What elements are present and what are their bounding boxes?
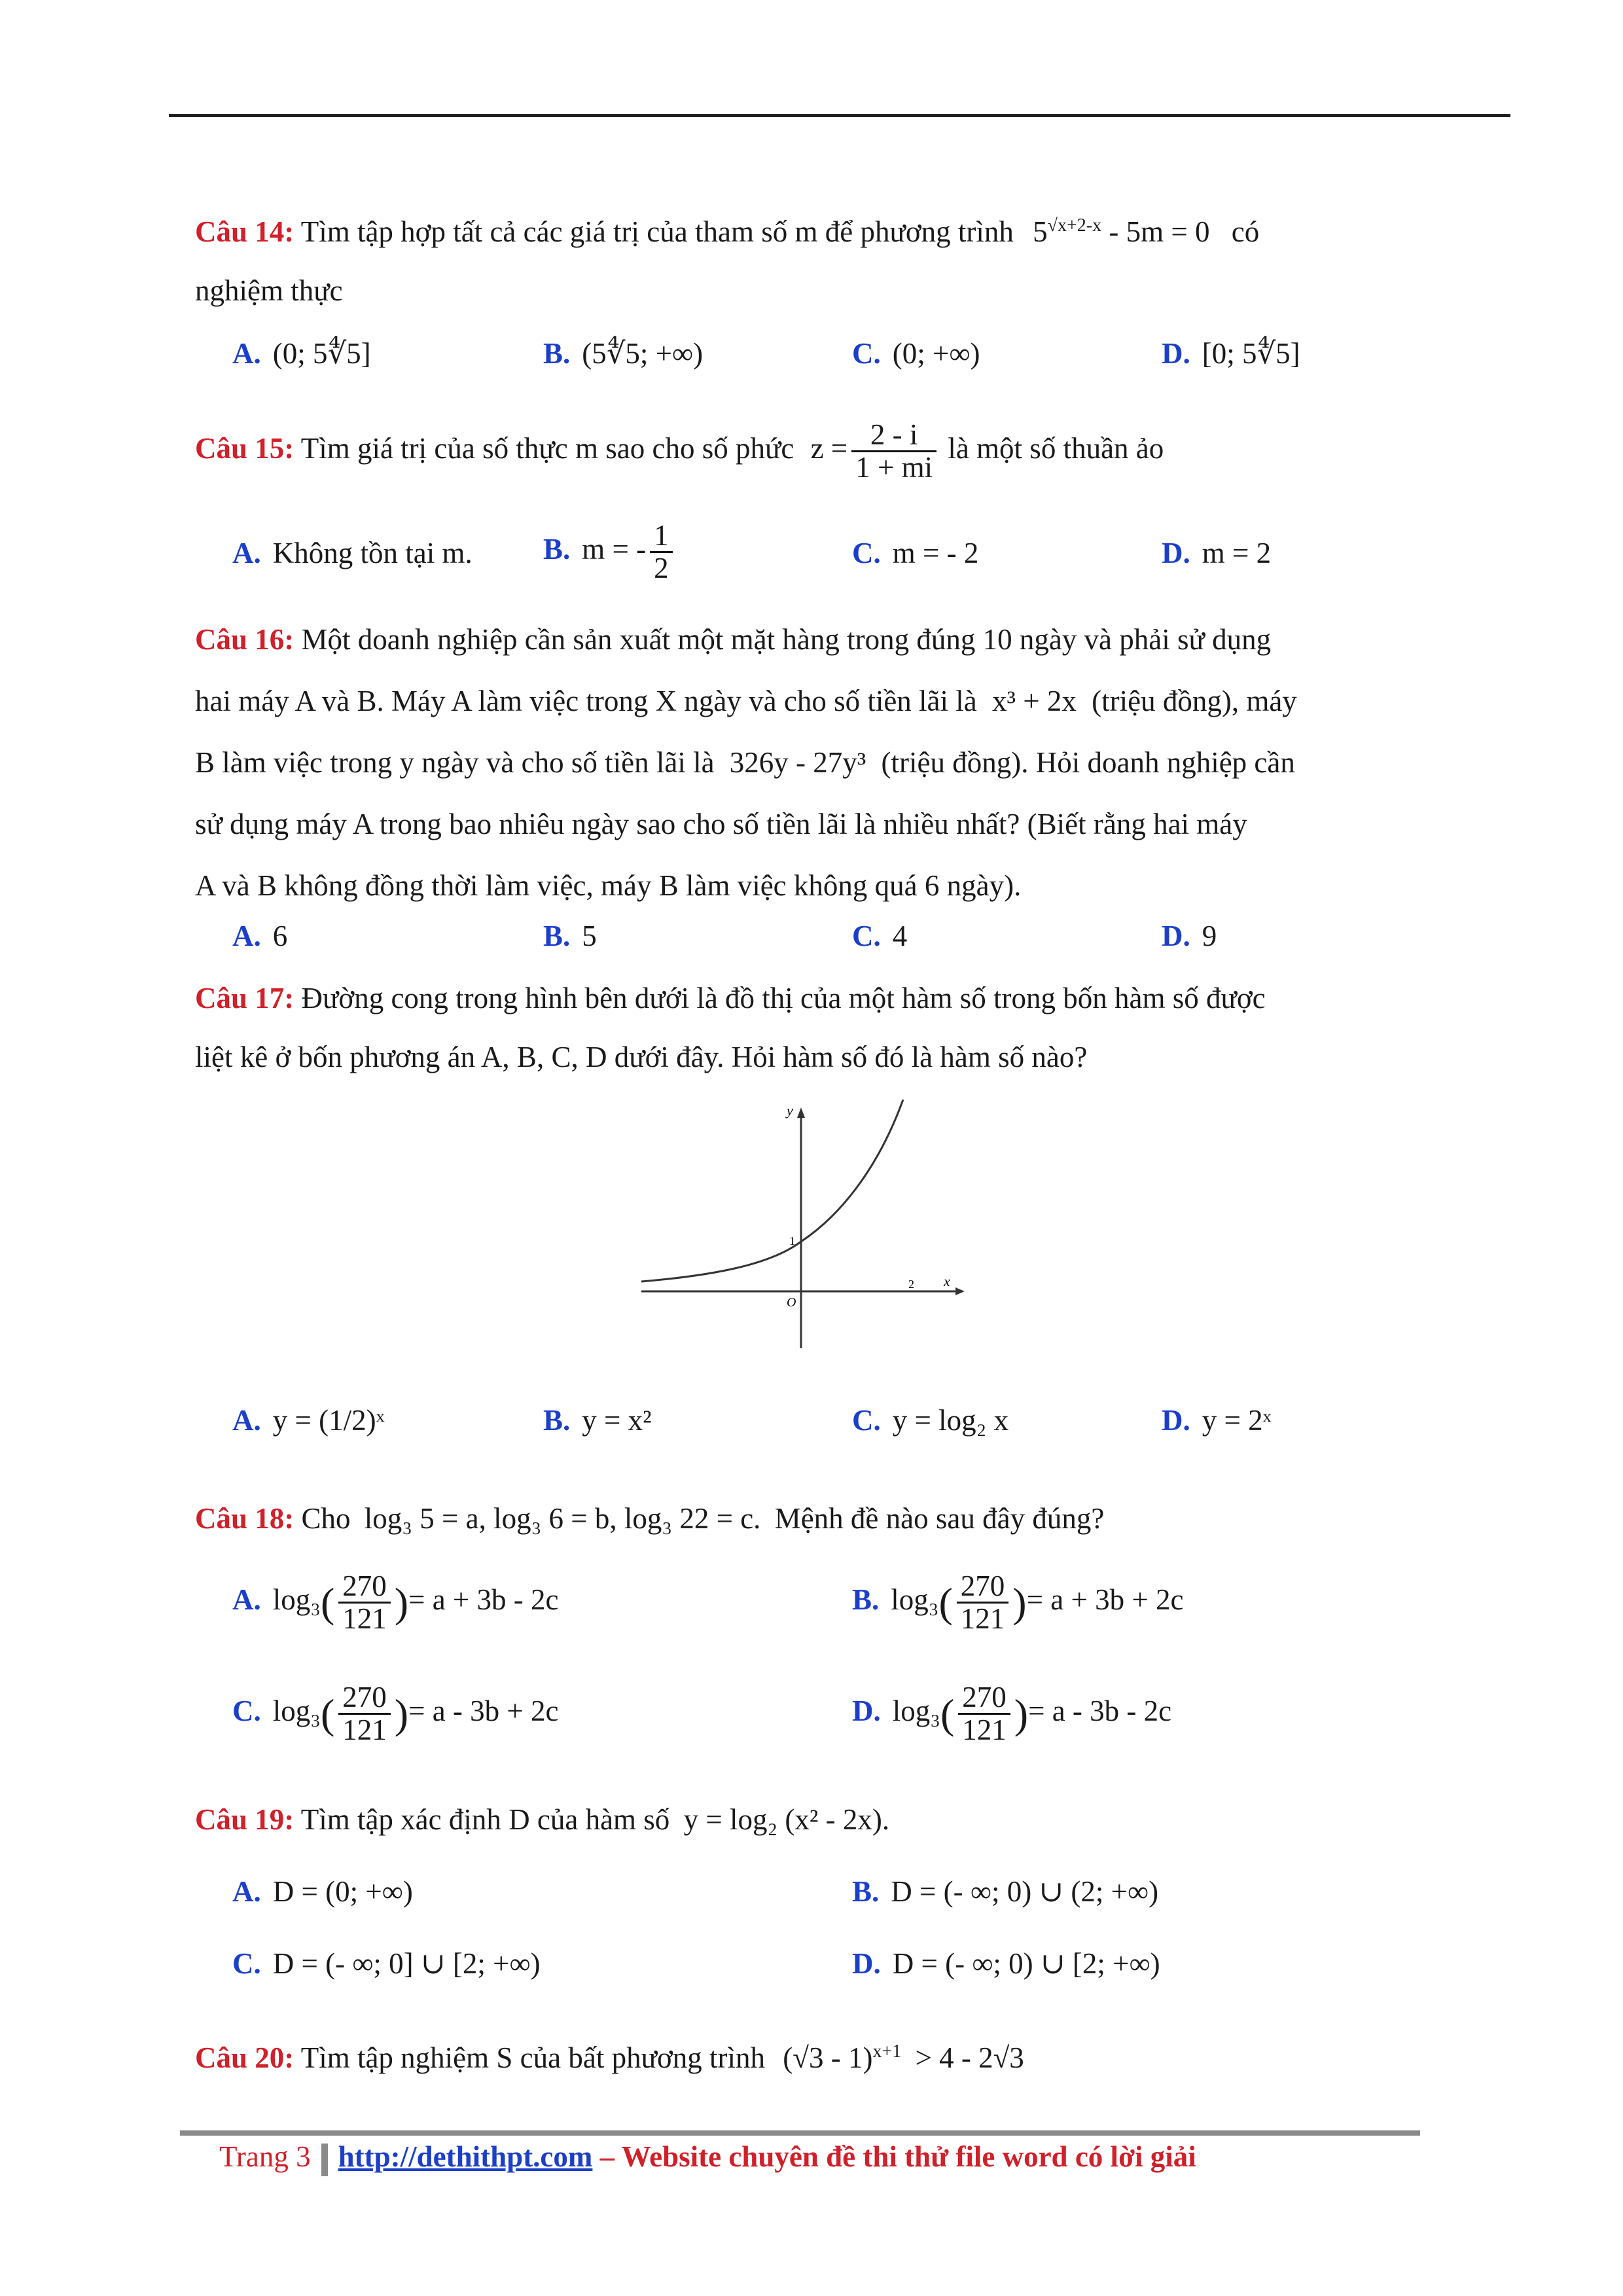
numerator: 270	[957, 1571, 1009, 1604]
option-d[interactable]	[1162, 331, 1300, 376]
page-footer	[219, 2137, 1196, 2176]
numerator: 270	[958, 1682, 1010, 1715]
option-value: (0; +∞)	[892, 337, 980, 370]
question-label: Câu 20:	[195, 2041, 294, 2074]
option-value: y = 2ˣ	[1202, 1404, 1272, 1437]
log-symbol: log₃	[272, 1583, 321, 1617]
question-label: Câu 16:	[195, 623, 294, 656]
line-2: liệt kê ở bốn phương án A, B, C, D dưới đây. Hỏi hàm số đó là hàm số nào?	[195, 1041, 1088, 1073]
inequality-rhs: > 4 - 2√3	[915, 2041, 1024, 2074]
option-value: m = -	[582, 533, 647, 566]
question-label: Câu 14:	[195, 215, 294, 248]
option-fraction	[650, 520, 673, 584]
question-text-tail: là một số thuần ảo	[948, 432, 1164, 465]
question-text: Tìm tập nghiệm S của bất phương trình	[300, 2041, 766, 2074]
paren-open: (	[320, 1579, 335, 1626]
option-d[interactable]	[1162, 530, 1271, 576]
x-label: x	[944, 1273, 950, 1289]
option-letter: D.	[1162, 1404, 1190, 1437]
question-18	[195, 1489, 1438, 1548]
paren-open: (	[938, 1579, 953, 1626]
option-b[interactable]	[543, 520, 677, 584]
option-letter: D.	[1162, 920, 1190, 952]
numerator: 270	[338, 1571, 391, 1604]
y-one-label: 1	[789, 1234, 795, 1247]
line-4: sử dụng máy A trong bao nhiêu ngày sao cho số tiền lãi là nhiều nhất? (Biết rằng hai máy	[195, 808, 1247, 840]
question-15	[195, 419, 1438, 483]
option-c[interactable]	[852, 913, 907, 959]
option-value: = a + 3b - 2c	[408, 1583, 559, 1617]
option-letter: C.	[852, 1404, 881, 1437]
option-b[interactable]	[852, 1571, 1183, 1635]
option-letter: A.	[232, 1583, 261, 1617]
log-symbol: log₃	[272, 1695, 321, 1728]
option-letter: C.	[232, 1947, 261, 1980]
z-numerator: 2 - i	[851, 420, 936, 452]
y-arrow-icon	[797, 1107, 805, 1118]
option-letter: C.	[852, 337, 881, 370]
option-d[interactable]	[1162, 1397, 1272, 1443]
question-16	[195, 609, 1438, 916]
z-label: z =	[810, 432, 848, 465]
header-rule	[169, 114, 1510, 117]
option-value: Không tồn tại m.	[272, 537, 473, 569]
question-text-line2: nghiệm thực	[195, 274, 343, 307]
option-letter: D.	[852, 1695, 881, 1728]
footer-tagline: – Website chuyên đề thi thử file word có lời giải	[592, 2140, 1196, 2173]
paren-close: )	[1012, 1579, 1027, 1626]
option-value: m = 2	[1202, 537, 1272, 569]
option-letter: A.	[232, 1875, 261, 1908]
inequality-exponent: x+1	[872, 2041, 902, 2062]
option-value: y = log₂ x	[892, 1404, 1009, 1437]
option-value: 6	[272, 920, 288, 952]
log-symbol: log₃	[892, 1695, 940, 1728]
option-value: D = (- ∞; 0) ∪ [2; +∞)	[892, 1947, 1160, 1980]
question-label: Câu 17:	[195, 982, 294, 1014]
question-label: Câu 19:	[195, 1803, 294, 1836]
option-value: 5	[582, 920, 597, 952]
question-text: Tìm tập xác định D của hàm số	[300, 1803, 670, 1836]
question-text: Cho	[301, 1502, 351, 1535]
option-letter: D.	[852, 1947, 881, 1980]
option-value: D = (- ∞; 0) ∪ (2; +∞)	[891, 1875, 1159, 1908]
paren-close: )	[394, 1690, 409, 1737]
line-2: hai máy A và B. Máy A làm việc trong X ngày và cho số tiền lãi là	[195, 685, 977, 717]
option-value: D = (0; +∞)	[272, 1875, 413, 1908]
eq-rest: - 5m = 0	[1109, 215, 1210, 248]
footer-divider	[321, 2144, 328, 2176]
page-number: Trang 3	[219, 2140, 311, 2173]
option-letter: A.	[232, 1404, 261, 1437]
option-a[interactable]	[232, 331, 371, 376]
paren-open: (	[320, 1690, 335, 1737]
option-value: 4	[892, 920, 908, 952]
given-logs: log₃ 5 = a, log₃ 6 = b, log₃ 22 = c.	[364, 1502, 761, 1535]
question-text: Tìm giá trị của số thực m sao cho số phức	[300, 432, 794, 465]
option-c[interactable]	[232, 1682, 559, 1746]
option-value: [0; 5∜5]	[1202, 337, 1300, 370]
option-a[interactable]	[232, 1571, 559, 1635]
paren-open: (	[940, 1690, 955, 1737]
option-value: D = (- ∞; 0] ∪ [2; +∞)	[272, 1947, 541, 1980]
line-2-tail: (triệu đồng), máy	[1092, 685, 1297, 717]
question-text-tail: có	[1231, 215, 1260, 248]
option-c[interactable]	[232, 1941, 541, 1986]
x-two-label: 2	[908, 1278, 914, 1291]
function-graph	[641, 1100, 969, 1361]
function-expression: y = log₂ (x² - 2x).	[683, 1803, 890, 1836]
option-b[interactable]	[852, 1869, 1158, 1914]
option-d[interactable]	[852, 1941, 1160, 1986]
line-5: A và B không đồng thời làm việc, máy B làm việc không quá 6 ngày).	[195, 869, 1022, 902]
option-value: = a - 3b - 2c	[1028, 1695, 1172, 1728]
option-c[interactable]	[852, 1397, 1008, 1443]
option-letter: A.	[232, 337, 261, 370]
line-1: Đường cong trong hình bên dưới là đồ thị của một hàm số trong bốn hàm số được	[301, 982, 1266, 1014]
option-value: y = (1/2)ˣ	[272, 1404, 385, 1437]
x-arrow-icon	[955, 1287, 965, 1295]
option-d[interactable]	[852, 1682, 1171, 1746]
option-letter: C.	[852, 920, 881, 952]
option-a[interactable]	[232, 1869, 413, 1914]
option-letter: B.	[852, 1875, 880, 1908]
question-20	[195, 2022, 1438, 2087]
option-c[interactable]	[852, 530, 978, 576]
option-a[interactable]	[232, 913, 287, 959]
z-denominator: 1 + mi	[855, 451, 933, 484]
option-b[interactable]	[543, 1397, 652, 1443]
option-b[interactable]	[543, 913, 597, 959]
option-letter: C.	[852, 537, 881, 569]
option-value: m = - 2	[892, 537, 979, 569]
option-a[interactable]	[232, 530, 473, 576]
z-fraction	[851, 420, 936, 484]
log-fraction	[338, 1571, 391, 1635]
footer-rule	[180, 2130, 1420, 2136]
option-letter: B.	[543, 533, 571, 566]
denominator: 2	[654, 552, 669, 585]
option-d[interactable]	[1162, 913, 1217, 959]
eq-exponent: √x+2-x	[1047, 215, 1102, 236]
question-17	[195, 969, 1438, 1086]
option-value: 9	[1202, 920, 1217, 952]
option-value: y = x²	[582, 1404, 652, 1437]
option-letter: B.	[543, 337, 571, 370]
option-value: = a - 3b + 2c	[408, 1695, 559, 1728]
option-letter: C.	[232, 1695, 261, 1728]
question-14	[195, 196, 1438, 320]
profit-b: 326y - 27y³	[729, 746, 866, 779]
exponential-curve	[641, 1100, 903, 1282]
option-letter: D.	[1162, 537, 1190, 569]
equation	[1033, 215, 1209, 248]
question-label: Câu 18:	[195, 1502, 294, 1535]
site-link[interactable]: http://dethithpt.com	[338, 2140, 593, 2173]
option-a[interactable]	[232, 1397, 385, 1443]
numerator: 1	[650, 520, 673, 553]
line-3: B làm việc trong y ngày và cho số tiền lãi là	[195, 746, 715, 779]
option-letter: B.	[543, 1404, 571, 1437]
denominator: 121	[962, 1713, 1007, 1747]
option-letter: B.	[543, 920, 571, 952]
option-c[interactable]	[852, 331, 980, 376]
eq-base: 5	[1033, 215, 1048, 248]
option-value: (5∜5; +∞)	[582, 337, 704, 370]
line-1: Một doanh nghiệp cần sản xuất một mặt hàng trong đúng 10 ngày và phải sử dụng	[301, 623, 1272, 656]
question-text: Tìm tập hợp tất cả các giá trị của tham số m để phương trình	[300, 215, 1014, 248]
denominator: 121	[342, 1713, 387, 1747]
log-symbol: log₃	[891, 1583, 939, 1617]
paren-close: )	[394, 1579, 409, 1626]
option-letter: A.	[232, 920, 261, 952]
option-letter: A.	[232, 537, 261, 569]
question-19	[195, 1790, 1438, 1849]
inequality-lhs: (√3 - 1)	[783, 2041, 873, 2074]
denominator: 121	[960, 1602, 1005, 1636]
profit-a: x³ + 2x	[992, 685, 1077, 717]
option-letter: B.	[852, 1583, 880, 1617]
numerator: 270	[338, 1682, 391, 1715]
option-value: = a + 3b + 2c	[1026, 1583, 1184, 1617]
option-letter: D.	[1162, 337, 1190, 370]
line-3-tail: (triệu đồng). Hỏi doanh nghiệp cần	[881, 746, 1295, 779]
log-fraction	[957, 1571, 1009, 1635]
question-text-tail: Mệnh đề nào sau đây đúng?	[774, 1502, 1105, 1535]
paren-close: )	[1014, 1690, 1029, 1737]
origin-label: O	[787, 1295, 796, 1310]
log-fraction	[338, 1682, 391, 1746]
log-fraction	[958, 1682, 1010, 1746]
y-label: y	[787, 1102, 793, 1119]
option-value: (0; 5∜5]	[272, 337, 371, 370]
option-b[interactable]	[543, 331, 703, 376]
denominator: 121	[342, 1602, 387, 1636]
question-label: Câu 15:	[195, 432, 294, 465]
